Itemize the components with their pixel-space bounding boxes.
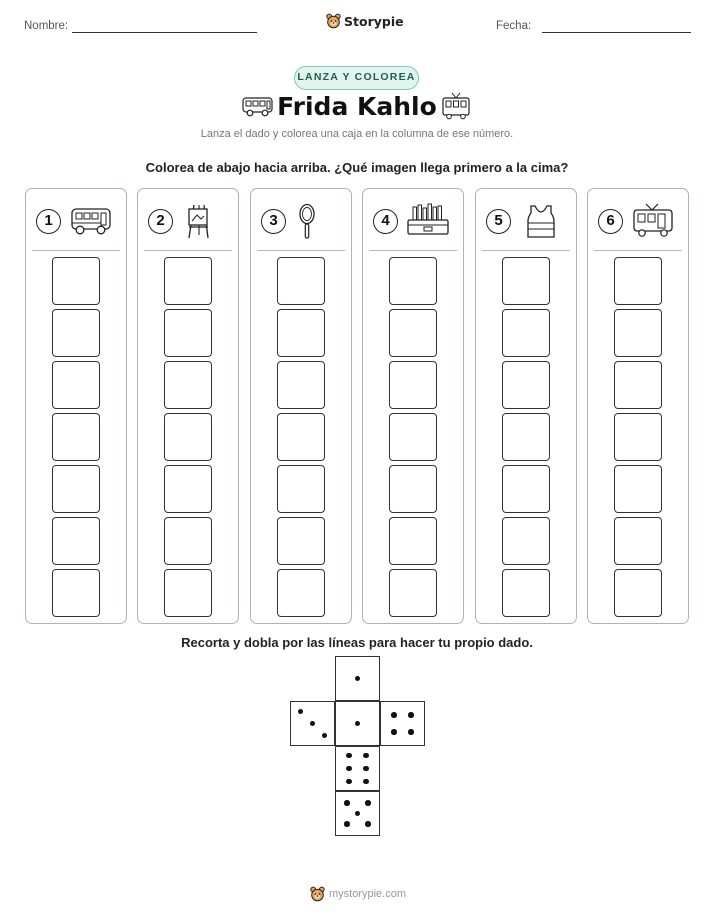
color-box[interactable] <box>389 465 437 513</box>
color-box[interactable] <box>164 517 212 565</box>
column-number: 3 <box>261 209 286 234</box>
die-pip <box>298 709 304 715</box>
color-box[interactable] <box>389 413 437 461</box>
color-box[interactable] <box>277 569 325 617</box>
color-box[interactable] <box>164 361 212 409</box>
die-pip <box>346 766 352 772</box>
color-box[interactable] <box>277 257 325 305</box>
column-number: 6 <box>598 209 623 234</box>
column-divider <box>257 250 345 251</box>
die-pip <box>346 779 352 785</box>
color-box[interactable] <box>164 309 212 357</box>
die-pip <box>365 800 371 806</box>
column-6 <box>587 188 689 624</box>
die-pip <box>408 729 414 735</box>
color-box[interactable] <box>389 517 437 565</box>
cut-instruction: Recorta y dobla por las líneas para hacer tu propio dado. <box>181 635 533 650</box>
date-label: Fecha: <box>496 20 532 32</box>
color-box[interactable] <box>614 465 662 513</box>
die-face-5[interactable] <box>335 791 380 836</box>
die-pip <box>355 676 361 682</box>
column-4 <box>362 188 464 624</box>
color-box[interactable] <box>52 413 100 461</box>
color-box[interactable] <box>164 257 212 305</box>
die-pip <box>322 733 328 739</box>
game-instruction: Colorea de abajo hacia arriba. ¿Qué imagen llega primero a la cima? <box>145 160 569 175</box>
column-2 <box>137 188 239 624</box>
color-box[interactable] <box>389 309 437 357</box>
die-pip <box>363 753 369 759</box>
bear-face-icon <box>310 886 325 902</box>
date-line[interactable] <box>542 32 691 33</box>
die-pip <box>355 721 361 727</box>
die-face-1[interactable] <box>335 701 380 746</box>
color-box[interactable] <box>52 517 100 565</box>
color-box[interactable] <box>502 413 550 461</box>
color-box[interactable] <box>389 569 437 617</box>
color-box[interactable] <box>502 465 550 513</box>
color-box[interactable] <box>277 361 325 409</box>
die-pip <box>344 821 350 827</box>
color-box[interactable] <box>52 309 100 357</box>
die-pip <box>363 766 369 772</box>
color-box[interactable] <box>389 361 437 409</box>
column-divider <box>594 250 682 251</box>
color-box[interactable] <box>614 413 662 461</box>
color-box[interactable] <box>52 569 100 617</box>
column-5 <box>475 188 577 624</box>
die-pip <box>355 811 361 817</box>
die-pip <box>391 729 397 735</box>
column-number: 5 <box>486 209 511 234</box>
tank-top-icon <box>518 203 564 239</box>
die-pip <box>391 712 397 718</box>
brand-name: Storypie <box>344 13 404 29</box>
color-box[interactable] <box>502 309 550 357</box>
column-divider <box>482 250 570 251</box>
die-pip <box>365 821 371 827</box>
color-box[interactable] <box>164 413 212 461</box>
color-box[interactable] <box>614 257 662 305</box>
page-title: Frida Kahlo <box>277 92 437 121</box>
die-face-1[interactable] <box>335 656 380 701</box>
color-box[interactable] <box>614 517 662 565</box>
die-pip <box>346 753 352 759</box>
footer-url: mystorypie.com <box>329 888 407 900</box>
color-box[interactable] <box>277 517 325 565</box>
die-face-6[interactable] <box>335 746 380 791</box>
color-box[interactable] <box>52 257 100 305</box>
color-box[interactable] <box>614 309 662 357</box>
column-3 <box>250 188 352 624</box>
color-box[interactable] <box>52 361 100 409</box>
column-divider <box>369 250 457 251</box>
name-label: Nombre: <box>24 20 69 32</box>
color-box[interactable] <box>502 569 550 617</box>
column-1 <box>25 188 127 624</box>
die-pip <box>363 779 369 785</box>
bear-face-icon <box>326 13 341 29</box>
activity-badge: LANZA Y COLOREA <box>294 66 419 90</box>
name-line[interactable] <box>72 32 257 33</box>
brand-logo <box>326 13 404 29</box>
color-box[interactable] <box>277 309 325 357</box>
footer <box>310 886 406 902</box>
die-face-4[interactable] <box>380 701 425 746</box>
color-box[interactable] <box>164 465 212 513</box>
color-box[interactable] <box>277 413 325 461</box>
column-number: 4 <box>373 209 398 234</box>
tram-icon <box>630 203 676 239</box>
column-divider <box>144 250 232 251</box>
color-box[interactable] <box>614 361 662 409</box>
column-number: 1 <box>36 209 61 234</box>
easel-icon <box>180 203 226 239</box>
column-divider <box>32 250 120 251</box>
tram-icon <box>441 92 471 120</box>
column-number: 2 <box>148 209 173 234</box>
color-box[interactable] <box>389 257 437 305</box>
die-pip <box>310 721 316 727</box>
die-pip <box>344 800 350 806</box>
color-box[interactable] <box>502 257 550 305</box>
die-pip <box>408 712 414 718</box>
color-box[interactable] <box>614 569 662 617</box>
subtitle: Lanza el dado y colorea una caja en la columna de ese número. <box>200 128 514 140</box>
die-face-3[interactable] <box>290 701 335 746</box>
color-box[interactable] <box>277 465 325 513</box>
color-box[interactable] <box>52 465 100 513</box>
color-box[interactable] <box>164 569 212 617</box>
paint-box-icon <box>405 203 451 239</box>
color-box[interactable] <box>502 517 550 565</box>
hand-mirror-icon <box>293 203 339 239</box>
color-box[interactable] <box>502 361 550 409</box>
bus-icon <box>68 203 114 239</box>
